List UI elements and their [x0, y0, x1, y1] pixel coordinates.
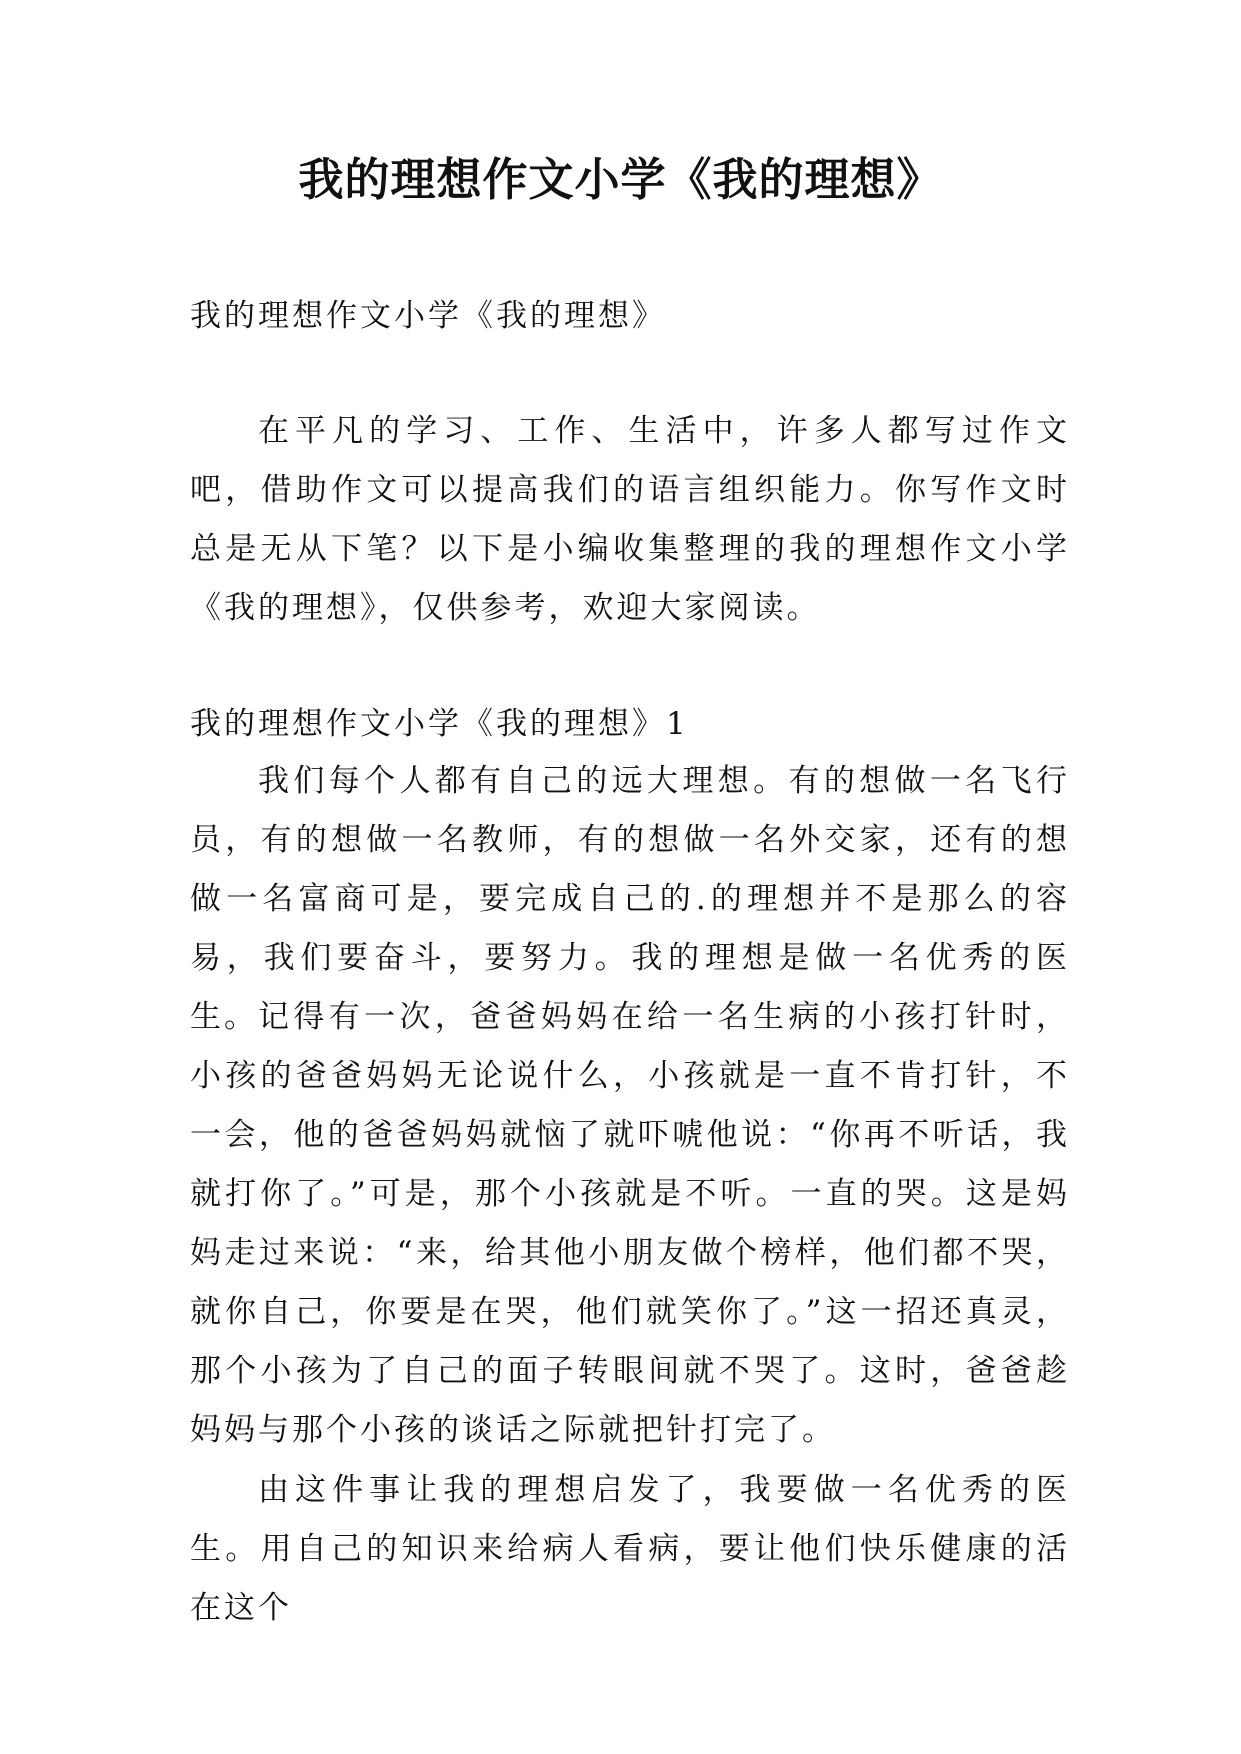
body-paragraph-3: 由这件事让我的理想启发了，我要做一名优秀的医生。用自己的知识来给病人看病，要让他们快乐健康的活在这个: [190, 1472, 1070, 1626]
document-subtitle: 我的理想作文小学《我的理想》: [190, 298, 666, 334]
body-paragraph-1: 我们每个人都有自己的远大理想。有的想做一名飞行员，有的想做一名教师，有的想做一名外交家，还有的想做一名富商可是，要完成自己的.的理想并不是那么的容易，我们要奋斗，要努力。我的理想是做一名优秀的医生。: [190, 763, 1070, 1035]
section-heading: 我的理想作文小学《我的理想》1: [190, 706, 689, 742]
intro-paragraph: 在平凡的学习、工作、生活中，许多人都写过作文吧，借助作文可以提高我们的语言组织能力。你写作文时总是无从下笔？以下是小编收集整理的我的理想作文小学《我的理想》，仅供参考，欢迎大家阅读。: [190, 413, 1070, 626]
body-paragraph-2: 记得有一次，爸爸妈妈在给一名生病的小孩打针时，小孩的爸爸妈妈无论说什么，小孩就是一直不肯打针，不一会，他的爸爸妈妈就恼了就吓唬他说：“你再不听话，我就打你了。”可是，那个小孩就是不听。一直的哭。这是妈妈走过来说：“来，给其他小朋友做个榜样，他们都不哭，就你自己，你要是在哭，他们就笑你了。”这一招还真灵，那个小孩为了自己的面子转眼间就不哭了。这时，爸爸趁妈妈与那个小孩的谈话之际就把针打完了。: [190, 999, 1070, 1448]
document-title: 我的理想作文小学《我的理想》: [298, 153, 943, 206]
